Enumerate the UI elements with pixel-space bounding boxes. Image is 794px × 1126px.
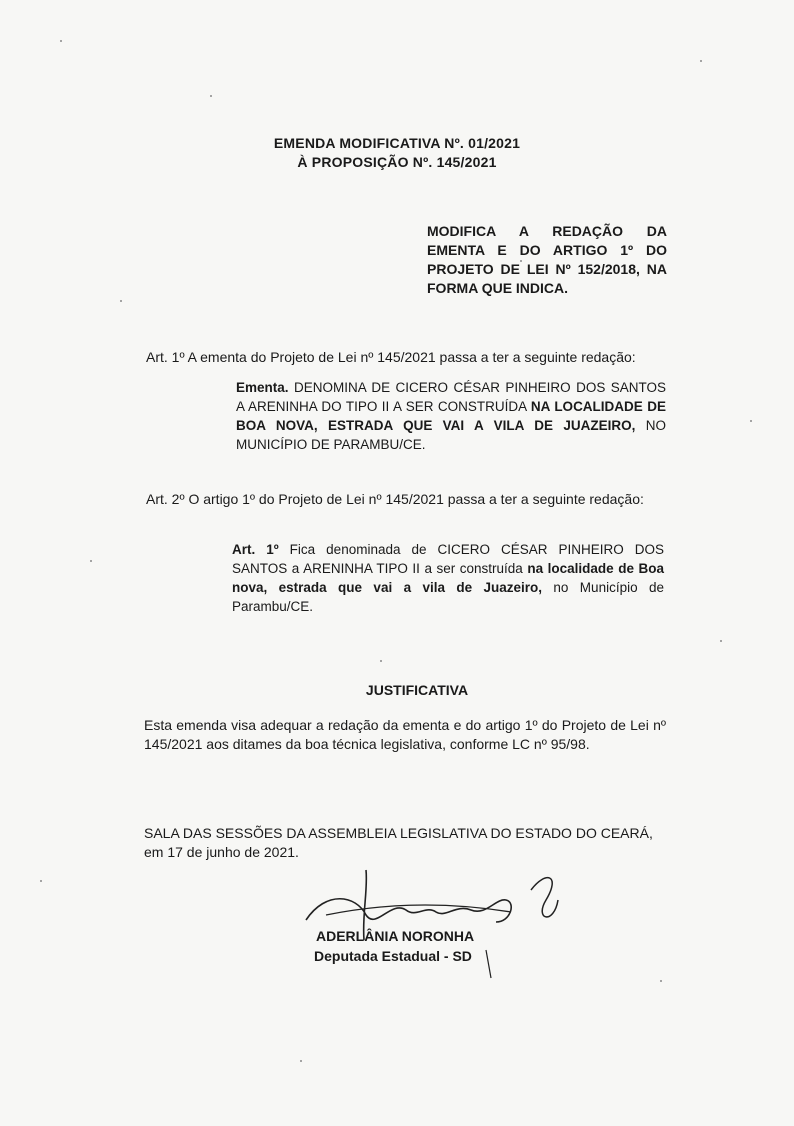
quote-label: Ementa.: [236, 380, 289, 395]
signer-role: Deputada Estadual - SD: [314, 948, 472, 964]
justification-text: Esta emenda visa adequar a redação da ementa e do artigo 1º do Projeto de Lei nº 145/2021 aos ditames da boa técnica legislativa, conforme LC nº 95/98.: [144, 717, 666, 752]
quote-bold-text: NA LOCALIDADE DE BOA NOVA, ESTRADA QUE VAI A VILA DE JUAZEIRO,: [236, 399, 667, 433]
article-2-quote: [232, 540, 664, 616]
amendment-title: EMENDA MODIFICATIVA Nº. 01/2021: [273, 135, 521, 151]
amendment-summary: MODIFICA A REDAÇÃO DA EMENTA E DO ARTIGO 1º DO PROJETO DE LEI Nº 152/2018, NA FORMA QUE INDICA.: [427, 223, 667, 296]
quote-text: DENOMINA DE CICERO CÉSAR PINHEIRO DOS SANTOS A ARENINHA DO TIPO II A SER CONSTRUÍDA: [236, 380, 666, 414]
article-1-intro: Art. 1º A ementa do Projeto de Lei nº 145/2021 passa a ter a seguinte redação:: [146, 349, 636, 365]
signer-name: ADERLÂNIA NORONHA: [316, 928, 475, 944]
quote-text: Fica denominada de CICERO CÉSAR PINHEIRO DOS SANTOS a ARENINHA TIPO II a ser construída: [232, 542, 664, 576]
article-2-intro: Art. 2º O artigo 1º do Projeto de Lei nº 145/2021 passa a ter a seguinte redação:: [146, 491, 644, 507]
justification-heading: JUSTIFICATIVA: [365, 682, 469, 698]
quote-text-end: NO MUNICÍPIO DE PARAMBU/CE.: [236, 418, 666, 452]
quote-label: Art. 1º: [232, 542, 279, 557]
closing-statement: SALA DAS SESSÕES DA ASSEMBLEIA LEGISLATIVA DO ESTADO DO CEARÁ, em 17 de junho de 2021.: [144, 825, 653, 860]
proposition-number: À PROPOSIÇÃO Nº. 145/2021: [297, 154, 497, 170]
quote-bold-text: na localidade de Boa nova, estrada que vai a vila de Juazeiro,: [232, 561, 664, 595]
quote-text-end: no Município de Parambu/CE.: [232, 580, 664, 614]
article-1-quote: [236, 378, 666, 454]
